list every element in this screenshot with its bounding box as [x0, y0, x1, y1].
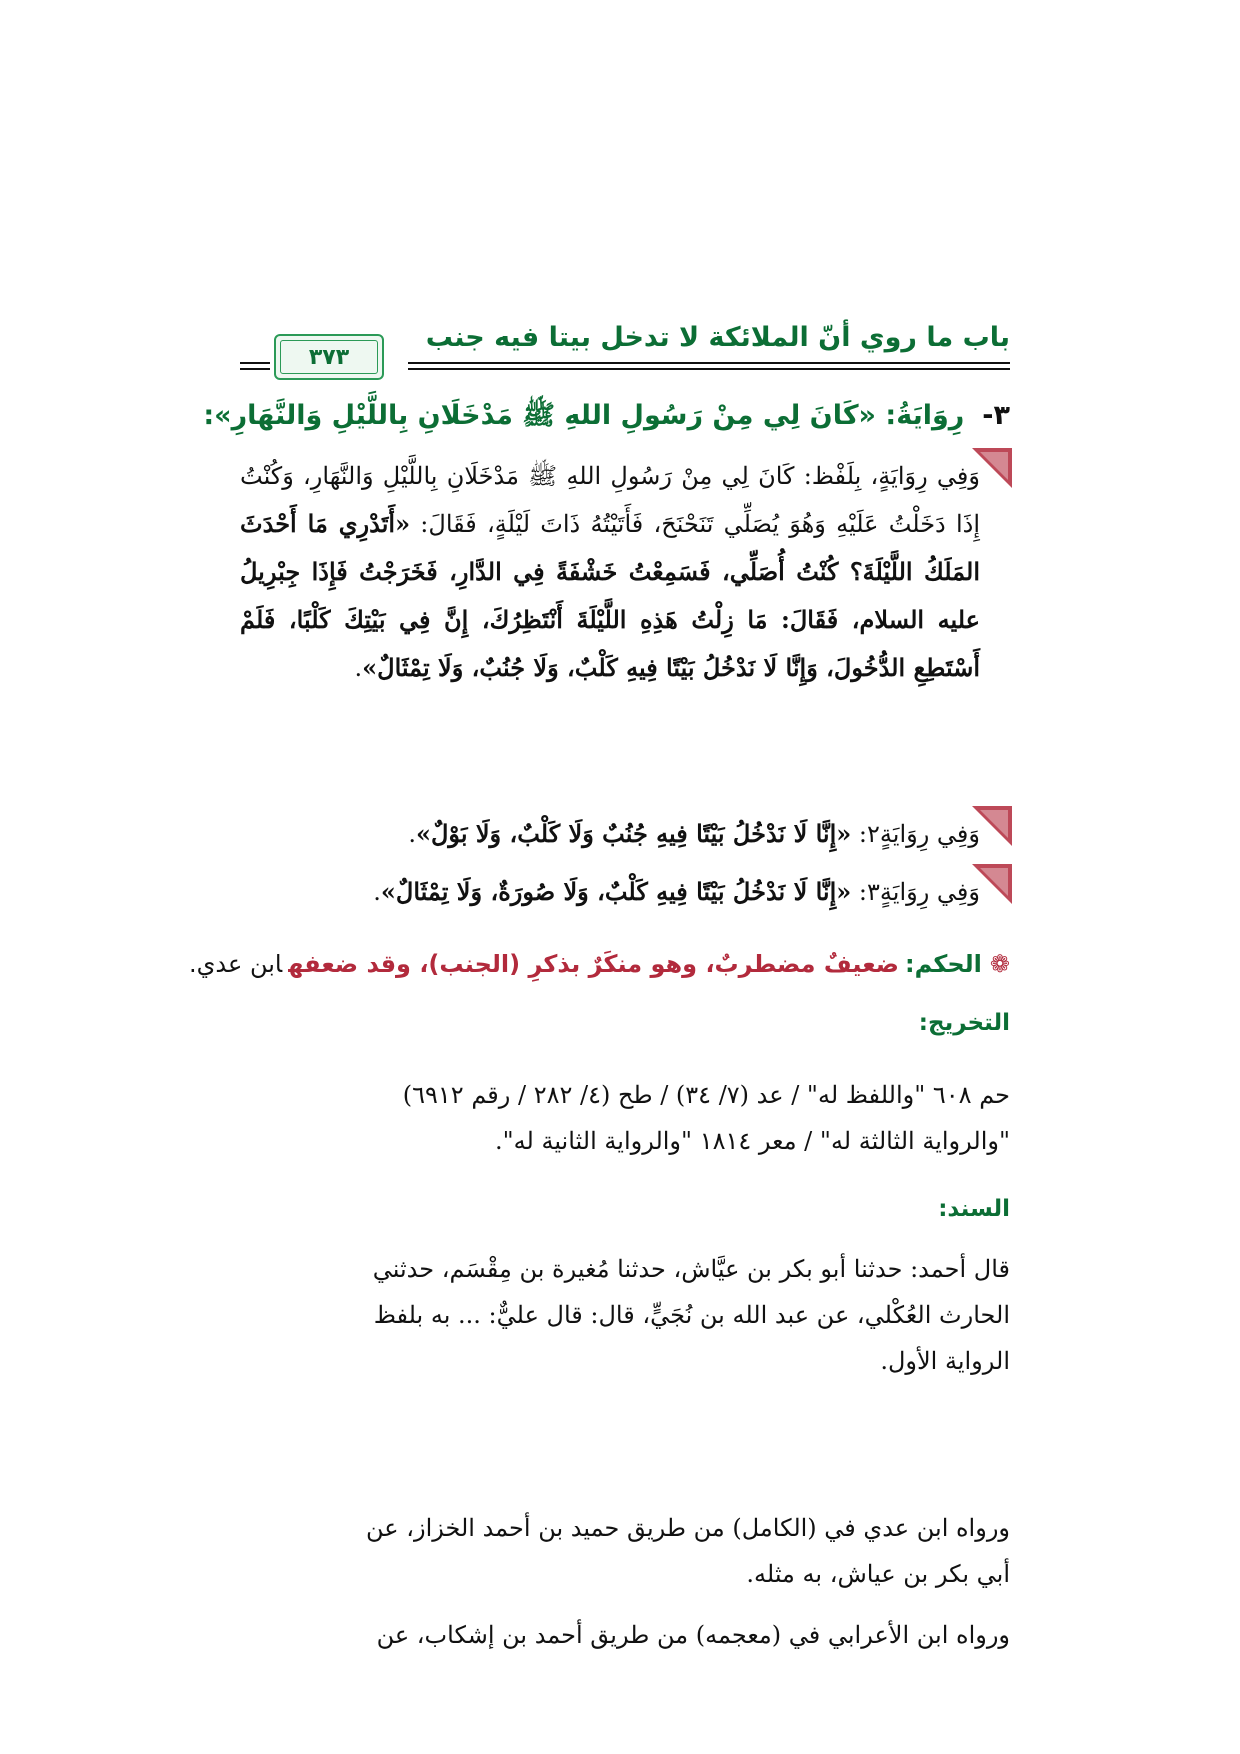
sanad-line: الحارث العُكْلي، عن عبد الله بن نُجَيٍّ، قال: قال عليٌّ: ... به بلفظ: [373, 1301, 1010, 1329]
page-number-text: ٣٧٣: [308, 344, 350, 370]
corner-ornament-icon: [972, 806, 1012, 846]
page-number: [274, 334, 384, 380]
sanad-line: ورواه ابن الأعرابي في (معجمه) من طريق أحمد بن إشكاب، عن: [376, 1621, 1010, 1649]
ruling-line: [189, 950, 1010, 978]
sanad-line: الرواية الأول.: [880, 1347, 1010, 1375]
header-rule: [240, 362, 270, 364]
hadith-quote: «إِنَّا لَا نَدْخُلُ بَيْتًا فِيهِ جُنُبٌ وَلَا كَلْبٌ، وَلَا بَوْلٌ»: [415, 819, 852, 848]
chapter-title: باب ما روي أنّ الملائكة لا تدخل بيتا فيه جنب: [425, 322, 1010, 353]
header-rule: [240, 368, 270, 370]
flower-icon: ❁: [989, 950, 1010, 978]
hadith-block-1: [240, 452, 1010, 782]
section-heading-text: رِوَايَةُ: «كَانَ لِي مِنْ رَسُولِ اللهِ ﷺ مَدْخَلَانِ بِاللَّيْلِ وَالنَّهَارِ»:: [203, 400, 965, 431]
header-rule: [408, 368, 1010, 370]
ruling-rest: ابن عدي.: [189, 950, 283, 978]
hadith-block-3: [240, 868, 1010, 918]
hadith-end: .: [354, 654, 363, 682]
hadith-end: .: [408, 820, 416, 848]
sanad-heading: السند:: [938, 1196, 1010, 1222]
corner-ornament-icon: [972, 448, 1012, 488]
takhrij-line: حم ٦٠٨ "واللفظ له" / عد (٧/ ٣٤) / طح (٤/ ٢٨٢ / رقم ٦٩١٢): [402, 1081, 1010, 1109]
sanad-paragraph-3: [230, 1612, 1010, 1658]
sanad-line: ورواه ابن عدي في (الكامل) من طريق حميد بن أحمد الخزاز، عن: [366, 1514, 1010, 1542]
takhrij-paragraph: [230, 1072, 1010, 1164]
section-heading: [203, 398, 1010, 438]
hadith-end: .: [373, 878, 381, 906]
hadith-quote: «أَتَدْرِي مَا أَحْدَثَ المَلَكُ اللَّيْلَةَ؟ كُنْتُ أُصَلِّي، فَسَمِعْتُ خَشْفَةً فِي الدَّارِ، فَخَرَجْتُ فَإِذَا جِبْرِيلُ عليه السلام، فَقَالَ: مَا زِلْتُ هَذِهِ اللَّيْلَةَ أَنْتَظِرُكَ، إِنَّ فِي بَيْتِكَ كَلْبًا، فَلَمْ أَسْتَطِعِ الدُّخُولَ، وَإِنَّا لَا نَدْخُلُ بَيْتًا فِيهِ كَلْبٌ، وَلَا جُنُبٌ، وَلَا تِمْثَالٌ»: [240, 509, 980, 682]
takhrij-heading: التخريج:: [918, 1010, 1010, 1036]
sanad-line: أبي بكر بن عياش، به مثله.: [746, 1560, 1010, 1588]
section-number: ٣-: [982, 400, 1010, 431]
hadith-quote: «إِنَّا لَا نَدْخُلُ بَيْتًا فِيهِ كَلْبٌ، وَلَا صُورَةٌ، وَلَا تِمْثَالٌ»: [380, 877, 852, 906]
header-rule: [408, 362, 1010, 364]
sanad-paragraph-2: [230, 1505, 1010, 1597]
page-header: [240, 322, 1010, 382]
hadith-block-2: [240, 810, 1010, 860]
ruling-label: الحكم:: [904, 950, 982, 978]
corner-ornament-icon: [972, 864, 1012, 904]
hadith-intro: وَفِي رِوَايَةٍ٢:: [858, 820, 980, 848]
takhrij-line: "والرواية الثالثة له" / معر ١٨١٤ "والرواية الثانية له".: [494, 1127, 1010, 1155]
hadith-intro: وَفِي رِوَايَةٍ، بِلَفْظ: كَانَ لِي مِنْ رَسُولِ اللهِ ﷺ مَدْخَلَانِ بِاللَّيْلِ وَالنَّهَارِ، وَكُنْتُ إِذَا دَخَلْتُ عَلَيْهِ وَهُوَ يُصَلِّي تَنَحْنَحَ، فَأَتَيْتُهُ ذَاتَ لَيْلَةٍ، فَقَالَ:: [240, 462, 980, 538]
ruling-verdict: ضعيفٌ مضطربٌ، وهو منكَرٌ بذكرِ (الجنب)، وقد ضعفه: [288, 950, 899, 978]
sanad-paragraph-1: [230, 1246, 1010, 1384]
sanad-line: قال أحمد: حدثنا أبو بكر بن عيَّاش، حدثنا مُغيرة بن مِقْسَم، حدثني: [372, 1255, 1010, 1283]
hadith-intro: وَفِي رِوَايَةٍ٣:: [858, 878, 980, 906]
